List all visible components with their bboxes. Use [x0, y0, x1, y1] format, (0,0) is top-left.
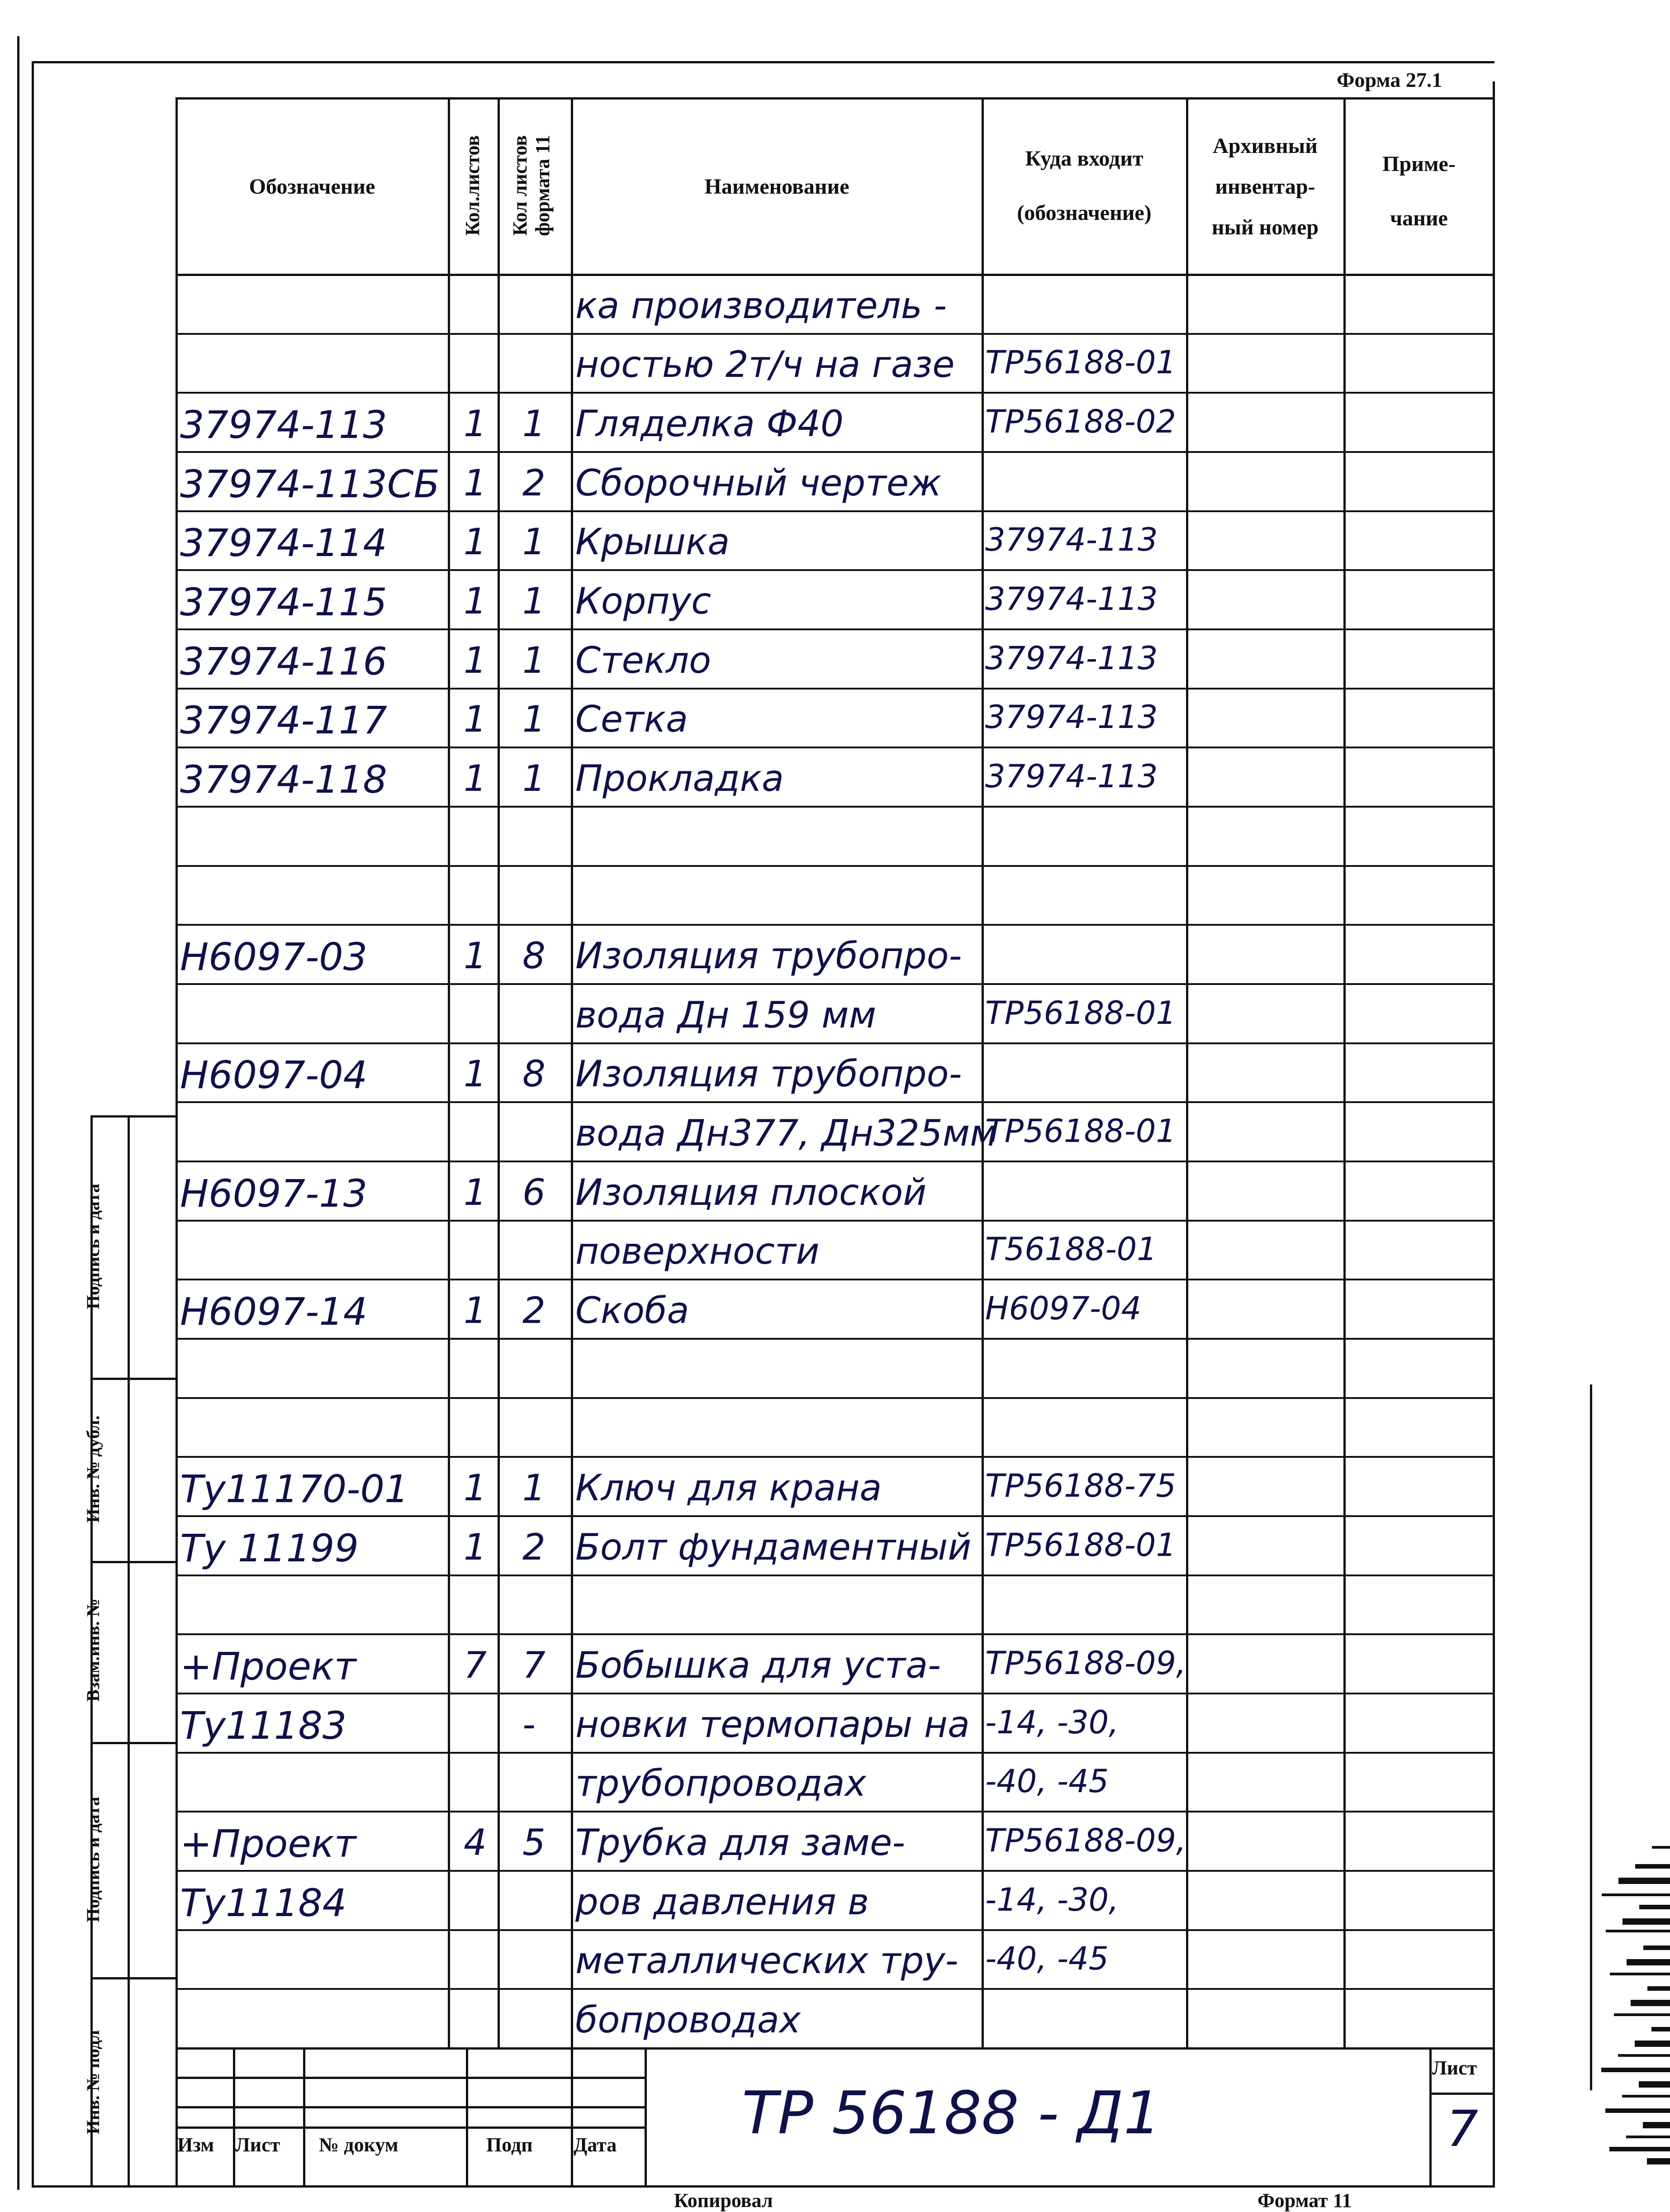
row-sheets: 7: [464, 1644, 487, 1686]
row-where-used: ТР56188-01: [985, 344, 1176, 381]
tb-label-sign: Подп: [486, 2134, 533, 2156]
row-format-sheets: 2: [522, 462, 546, 504]
row-where-used: 37974-113: [985, 699, 1158, 736]
row-sheets: 1: [464, 935, 487, 977]
title-block-row-1: [176, 2077, 646, 2079]
table-left: [176, 97, 178, 2188]
row-designation: 37974-115: [180, 580, 387, 624]
scan-stripe: [1602, 1893, 1670, 1896]
row-name: Изоляция трубопро-: [575, 1053, 962, 1095]
stamp-sep-1: [90, 1378, 176, 1380]
row-name: Корпус: [575, 580, 712, 622]
scan-stripe: [1618, 2054, 1670, 2057]
header-archive-1: Архивный: [1213, 134, 1318, 158]
scan-stripe: [1643, 1946, 1670, 1950]
tb-sheet-sep: [1429, 2093, 1495, 2095]
row-name: Гляделка Ф40: [575, 403, 844, 445]
row-separator: [176, 688, 1495, 690]
scan-stripe: [1623, 1918, 1670, 1925]
row-where-used: -40, -45: [985, 1940, 1109, 1977]
row-name: вода Дн 159 мм: [575, 994, 876, 1036]
scan-stripe: [1614, 2013, 1670, 2016]
row-name: Изоляция плоской: [575, 1171, 927, 1213]
row-format-sheets: 2: [522, 1289, 546, 1332]
row-separator: [176, 1101, 1495, 1103]
row-name: Сборочный чертеж: [575, 462, 942, 504]
tb-col-6: [1429, 2047, 1432, 2185]
frame-top: [32, 61, 1494, 63]
row-designation: Н6097-13: [180, 1171, 368, 1216]
row-format-sheets: 1: [522, 639, 546, 681]
row-designation: 37974-118: [180, 757, 387, 802]
row-separator: [176, 510, 1495, 512]
row-separator: [176, 1397, 1495, 1399]
row-designation: Н6097-03: [180, 935, 368, 979]
col-line-2: [498, 97, 500, 2047]
row-format-sheets: 7: [522, 1644, 546, 1686]
stamp-label-sign-date-1: Подпись и дата: [83, 1184, 103, 1309]
scan-stripe: [1622, 2095, 1670, 2098]
left-margin-line: [17, 36, 19, 2190]
row-sheets: 1: [464, 1171, 487, 1213]
footer-format: Формат 11: [1257, 2189, 1352, 2212]
row-separator: [176, 392, 1495, 394]
row-where-used: 37974-113: [985, 521, 1158, 558]
tb-col-4: [571, 2047, 573, 2185]
tb-label-sheet: Лист: [235, 2134, 280, 2156]
row-name: вода Дн377, Дн325мм: [575, 1112, 997, 1154]
row-name: Трубка для заме-: [575, 1822, 906, 1864]
row-designation: Н6097-04: [180, 1053, 368, 1097]
title-block-row-3: [176, 2126, 646, 2129]
col-line-3: [571, 97, 573, 2047]
stamp-sep-3: [90, 1742, 176, 1744]
row-name: Скоба: [575, 1289, 689, 1332]
row-where-used: -14, -30,: [985, 1704, 1119, 1741]
scan-stripe: [1618, 1878, 1670, 1884]
row-format-sheets: 1: [522, 521, 546, 563]
footer-copied: Копировал: [674, 2189, 773, 2212]
stamp-label-dup-inv: Инв. № дубл.: [83, 1415, 103, 1523]
scan-stripe: [1605, 2108, 1670, 2113]
scan-stripe: [1635, 2041, 1670, 2047]
row-separator: [176, 1811, 1495, 1812]
row-sheets: 1: [464, 698, 487, 740]
row-separator: [176, 865, 1495, 867]
row-separator: [176, 1693, 1495, 1694]
header-name: Наименование: [704, 175, 849, 199]
row-separator: [176, 1515, 1495, 1517]
document-code: ТР 56188 - Д1: [742, 2079, 1161, 2147]
row-name: Ключ для крана: [575, 1467, 882, 1509]
header-where-used-1: Куда входит: [1025, 147, 1143, 171]
header-note-1: Приме-: [1382, 152, 1456, 176]
row-name: Бобышка для уста-: [575, 1644, 941, 1686]
row-name: ка производитель -: [575, 285, 947, 327]
tb-col-5: [645, 2047, 647, 2185]
row-name: ностью 2т/ч на газе: [575, 343, 955, 385]
row-name: Изоляция трубопро-: [575, 935, 962, 977]
row-where-used: ТР56188-01: [985, 1113, 1176, 1150]
row-designation: 37974-114: [180, 521, 387, 565]
row-where-used: ТР56188-09,: [985, 1645, 1186, 1682]
frame-bottom: [32, 2185, 1494, 2188]
row-separator: [176, 983, 1495, 985]
row-separator: [176, 806, 1495, 808]
row-designation: 37974-113: [180, 403, 387, 447]
row-where-used: 37974-113: [985, 758, 1158, 795]
row-where-used: -40, -45: [985, 1763, 1109, 1800]
header-where-used-2: (обозначение): [1017, 201, 1152, 225]
row-sheets: 1: [464, 1289, 487, 1332]
header-archive-2: инвентар-: [1215, 175, 1315, 199]
scan-stripe: [1652, 1846, 1670, 1849]
stamp-label-orig-inv: Инв. № подл: [83, 2030, 103, 2135]
row-format-sheets: 1: [522, 403, 546, 445]
row-separator: [176, 628, 1495, 630]
row-sheets: 1: [464, 580, 487, 622]
row-name: Болт фундаментный: [575, 1526, 972, 1568]
stamp-top: [90, 1115, 176, 1118]
row-separator: [176, 1752, 1495, 1754]
row-designation: +Проект: [180, 1822, 356, 1866]
row-sheets: 4: [464, 1822, 487, 1864]
row-sheets: 1: [464, 639, 487, 681]
table-top: [176, 97, 1495, 100]
row-separator: [176, 333, 1495, 335]
row-separator: [176, 1870, 1495, 1872]
row-designation: Н6097-14: [180, 1289, 368, 1334]
title-block-top: [176, 2047, 1495, 2050]
tb-col-1: [233, 2047, 235, 2185]
row-format-sheets: 1: [522, 757, 546, 799]
row-name: Крышка: [575, 521, 730, 563]
row-format-sheets: 8: [522, 935, 546, 977]
header-sheets-format-1: Кол листов: [509, 135, 531, 236]
stamp-sep-2: [90, 1561, 176, 1563]
col-line-5: [1186, 97, 1188, 2047]
row-sheets: 1: [464, 462, 487, 504]
tb-label-date: Дата: [574, 2134, 617, 2156]
row-format-sheets: -: [522, 1703, 536, 1746]
row-name: бопроводах: [575, 1999, 801, 2041]
row-designation: 37974-116: [180, 639, 387, 684]
tb-col-2: [303, 2047, 305, 2185]
row-sheets: 1: [464, 1526, 487, 1568]
tb-label-change: Изм: [177, 2134, 214, 2156]
col-line-1: [448, 97, 450, 2047]
row-separator: [176, 1988, 1495, 1990]
row-separator: [176, 1220, 1495, 1222]
row-separator: [176, 1161, 1495, 1162]
tb-label-doc-no: № докум: [319, 2134, 399, 2156]
row-designation: 37974-117: [180, 698, 387, 742]
row-name: поверхности: [575, 1230, 820, 1272]
row-designation: 37974-113СБ: [180, 462, 440, 506]
row-where-used: ТР56188-02: [985, 403, 1176, 440]
scan-stripe: [1610, 1973, 1670, 1975]
row-separator: [176, 1929, 1495, 1931]
row-sheets: 1: [464, 1053, 487, 1095]
stamp-label-replaced-inv: Взам.инв. №: [83, 1598, 103, 1702]
row-where-used: 37974-113: [985, 580, 1158, 618]
tb-col-3: [466, 2047, 468, 2185]
row-designation: Ту11183: [180, 1703, 347, 1748]
scan-stripe: [1601, 2068, 1670, 2072]
row-separator: [176, 1338, 1495, 1340]
row-format-sheets: 1: [522, 698, 546, 740]
row-format-sheets: 1: [522, 580, 546, 622]
row-name: Прокладка: [575, 757, 784, 799]
stamp-sep-4: [90, 1977, 176, 1979]
row-designation: +Проект: [180, 1644, 356, 1689]
scan-stripe: [1631, 2000, 1670, 2006]
header-sheets-format-2: формата 11: [531, 135, 554, 236]
row-separator: [176, 569, 1495, 571]
row-where-used: Т56188-01: [985, 1231, 1157, 1268]
row-name: ров давления в: [575, 1881, 869, 1923]
scan-stripe: [1647, 2158, 1670, 2164]
row-sheets: 1: [464, 1467, 487, 1509]
scan-stripe: [1643, 2122, 1670, 2128]
header-archive-3: ный номер: [1211, 215, 1319, 239]
row-where-used: ТР56188-01: [985, 994, 1176, 1032]
row-format-sheets: 2: [522, 1526, 546, 1568]
header-designation: Обозначение: [249, 175, 375, 199]
row-sheets: 1: [464, 403, 487, 445]
col-line-4: [982, 97, 984, 2047]
row-sheets: 1: [464, 757, 487, 799]
stamp-col-line-2: [128, 1115, 130, 2188]
title-block-row-2: [176, 2106, 646, 2108]
frame-left: [32, 61, 34, 2188]
header-bottom: [176, 274, 1495, 276]
row-where-used: -14, -30,: [985, 1881, 1119, 1918]
scan-stripe: [1635, 1864, 1670, 1869]
row-where-used: Н6097-04: [985, 1290, 1142, 1327]
row-name: Сетка: [575, 698, 688, 740]
col-line-6: [1343, 97, 1346, 2047]
row-separator: [176, 1279, 1495, 1280]
row-separator: [176, 451, 1495, 453]
scan-stripe: [1651, 2027, 1670, 2031]
row-where-used: ТР56188-01: [985, 1527, 1176, 1564]
row-name: Стекло: [575, 639, 712, 681]
scan-stripe: [1647, 1986, 1670, 1991]
row-format-sheets: 5: [522, 1822, 546, 1864]
row-separator: [176, 747, 1495, 748]
header-sheets-count: Кол.листов: [461, 135, 484, 236]
scan-stripe: [1627, 1959, 1670, 1965]
row-designation: Ту 11199: [180, 1526, 359, 1570]
header-note-2: чание: [1390, 206, 1448, 230]
row-sheets: 1: [464, 521, 487, 563]
stamp-label-sign-date-2: Подпись и дата: [83, 1797, 103, 1922]
tb-sheet-number: 7: [1447, 2100, 1478, 2158]
row-name: металлических тру-: [575, 1940, 958, 1982]
scan-stripe: [1639, 2081, 1670, 2088]
scan-edge-line: [1590, 1384, 1592, 2090]
scan-stripe: [1609, 2147, 1670, 2151]
row-format-sheets: 8: [522, 1053, 546, 1095]
row-separator: [176, 1456, 1495, 1458]
row-designation: Ту11184: [180, 1881, 347, 1925]
row-name: новки термопары на: [575, 1703, 970, 1746]
scan-stripe: [1606, 1930, 1670, 1932]
tb-sheet-label: Лист: [1432, 2057, 1477, 2079]
row-separator: [176, 1575, 1495, 1576]
scan-stripe: [1626, 2136, 1670, 2138]
row-designation: Ту11170-01: [180, 1467, 409, 1511]
row-separator: [176, 1042, 1495, 1044]
row-format-sheets: 1: [522, 1467, 546, 1509]
row-where-used: 37974-113: [985, 640, 1158, 677]
row-separator: [176, 924, 1495, 926]
row-where-used: ТР56188-09,: [985, 1822, 1186, 1859]
form-label: Форма 27.1: [1337, 68, 1442, 91]
scan-stripe: [1639, 1905, 1670, 1909]
row-format-sheets: 6: [522, 1171, 546, 1213]
row-separator: [176, 1633, 1495, 1635]
row-where-used: ТР56188-75: [985, 1467, 1176, 1504]
row-name: трубопроводах: [575, 1762, 866, 1804]
